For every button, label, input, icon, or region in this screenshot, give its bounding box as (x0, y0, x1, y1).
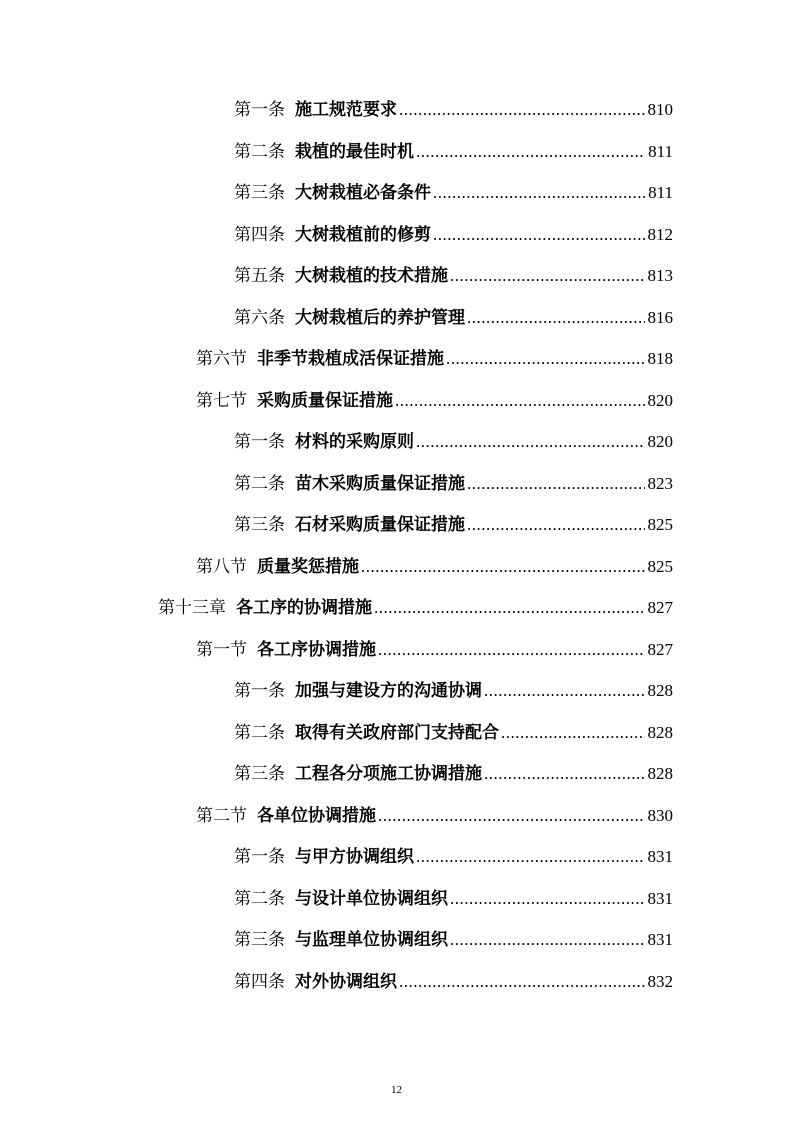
dot-leader (450, 887, 645, 911)
toc-entry-title: 与甲方协调组织 (295, 847, 414, 867)
toc-entry[interactable] (196, 796, 673, 836)
toc-entry-page: 831 (647, 847, 673, 866)
toc-entry-page: 813 (647, 266, 673, 285)
toc-entry-title: 苗木采购质量保证措施 (295, 473, 465, 494)
toc-entry[interactable] (234, 671, 673, 711)
toc-entry[interactable] (196, 381, 673, 421)
toc-entry-page: 825 (647, 556, 673, 576)
toc-entry[interactable] (234, 713, 673, 753)
dot-leader (433, 223, 645, 247)
toc-entry-number: 第二条 (234, 473, 285, 494)
toc-entry[interactable] (234, 90, 673, 130)
toc-entry-page: 831 (647, 930, 673, 949)
toc-entry-number: 第五条 (234, 266, 285, 286)
toc-entry-number: 第六节 (196, 349, 247, 369)
toc-entry[interactable] (234, 505, 673, 545)
dot-leader (450, 928, 645, 952)
toc-entry-number: 第二节 (196, 805, 247, 826)
dot-leader (378, 638, 645, 662)
toc-entry[interactable] (234, 920, 673, 960)
toc-entry[interactable] (234, 879, 673, 919)
toc-entry[interactable] (196, 339, 673, 379)
toc-entry[interactable] (158, 588, 673, 628)
toc-entry-page: 812 (647, 224, 673, 244)
dot-leader (467, 472, 645, 496)
footer-page-number: 12 (391, 1084, 402, 1096)
toc-entry[interactable] (196, 630, 673, 670)
toc-entry-title: 各工序的协调措施 (236, 598, 372, 618)
toc-entry-title: 各单位协调措施 (257, 805, 376, 826)
toc-entry-number: 第八节 (196, 556, 247, 577)
toc-entry-number: 第二条 (234, 141, 285, 162)
dot-leader (467, 306, 645, 330)
dot-leader (433, 181, 645, 205)
toc-entry-title: 大树栽植前的修剪 (295, 224, 431, 245)
toc-entry-number: 第三条 (234, 183, 285, 203)
toc-entry[interactable] (234, 962, 673, 1002)
toc-entry-page: 830 (647, 805, 673, 825)
toc-entry-page: 810 (647, 100, 673, 119)
toc-entry-number: 第四条 (234, 971, 285, 992)
toc-entry-page: 818 (647, 349, 673, 368)
dot-leader (416, 845, 645, 869)
toc-entry-page: 827 (647, 639, 673, 659)
toc-entry-page: 820 (647, 390, 673, 410)
dot-leader (467, 513, 645, 537)
toc-entry-number: 第一节 (196, 639, 247, 660)
dot-leader (395, 389, 645, 413)
toc-entry[interactable] (234, 837, 673, 877)
toc-entry-page: 823 (647, 473, 673, 493)
dot-leader (501, 721, 645, 745)
toc-entry-title: 石材采购质量保证措施 (295, 515, 465, 535)
toc-entry-page: 820 (647, 432, 673, 451)
toc-entry-title: 材料的采购原则 (295, 432, 414, 452)
dot-leader (416, 430, 645, 454)
toc-entry-title: 工程各分项施工协调措施 (295, 764, 482, 784)
toc-entry-title: 对外协调组织 (295, 971, 397, 992)
toc-entry-title: 质量奖惩措施 (257, 556, 359, 577)
toc-entry-number: 第一条 (234, 847, 285, 867)
dot-leader (446, 347, 645, 371)
toc-entry-title: 栽植的最佳时机 (295, 141, 414, 162)
toc-entry-number: 第三条 (234, 764, 285, 784)
toc-entry-number: 第三条 (234, 930, 285, 950)
dot-leader (484, 679, 645, 703)
toc-entry-page: 831 (647, 888, 673, 908)
toc-entry-title: 取得有关政府部门支持配合 (295, 722, 499, 743)
dot-leader (484, 762, 645, 786)
toc-entry-title: 采购质量保证措施 (257, 390, 393, 411)
toc-entry-title: 各工序协调措施 (257, 639, 376, 660)
toc-entry-page: 828 (647, 681, 673, 700)
toc-entry[interactable] (234, 422, 673, 462)
toc-entry-number: 第一条 (234, 681, 285, 701)
toc-entry-title: 与设计单位协调组织 (295, 888, 448, 909)
toc-entry-title: 大树栽植后的养护管理 (295, 307, 465, 328)
toc-entry-number: 第一条 (234, 432, 285, 452)
toc-entry[interactable] (196, 547, 673, 587)
dot-leader (450, 264, 645, 288)
toc-entry-page: 811 (648, 141, 673, 161)
toc-entry-number: 第三条 (234, 515, 285, 535)
toc-entry-number: 第四条 (234, 224, 285, 245)
toc-entry-title: 加强与建设方的沟通协调 (295, 681, 482, 701)
toc-entry[interactable] (234, 464, 673, 504)
toc-entry-title: 非季节栽植成活保证措施 (257, 349, 444, 369)
toc-entry-number: 第二条 (234, 888, 285, 909)
toc-entry-title: 施工规范要求 (295, 100, 397, 120)
toc-entry-title: 大树栽植必备条件 (295, 183, 431, 203)
toc-entry-number: 第二条 (234, 722, 285, 743)
toc-entry-page: 825 (647, 515, 673, 534)
toc-entry-page: 828 (647, 722, 673, 742)
toc-entry[interactable] (234, 132, 673, 172)
toc-entry-page: 828 (647, 764, 673, 783)
dot-leader (399, 98, 645, 122)
toc-entry-title: 大树栽植的技术措施 (295, 266, 448, 286)
toc-entry-number: 第十三章 (158, 598, 226, 618)
dot-leader (399, 970, 645, 994)
toc-entry[interactable] (234, 215, 673, 255)
toc-entry-page: 832 (647, 971, 673, 991)
dot-leader (374, 596, 645, 620)
toc-entry-page: 811 (648, 183, 673, 202)
dot-leader (416, 140, 645, 164)
toc-entry[interactable] (234, 754, 673, 794)
toc-entry-number: 第一条 (234, 100, 285, 120)
toc-entry[interactable] (234, 256, 673, 296)
toc-entry[interactable] (234, 173, 673, 213)
toc-entry[interactable] (234, 298, 673, 338)
toc-entry-number: 第七节 (196, 390, 247, 411)
toc-entry-number: 第六条 (234, 307, 285, 328)
toc-entry-page: 827 (647, 598, 673, 617)
dot-leader (378, 804, 645, 828)
toc-entry-title: 与监理单位协调组织 (295, 930, 448, 950)
dot-leader (361, 555, 645, 579)
toc-entry-page: 816 (647, 307, 673, 327)
